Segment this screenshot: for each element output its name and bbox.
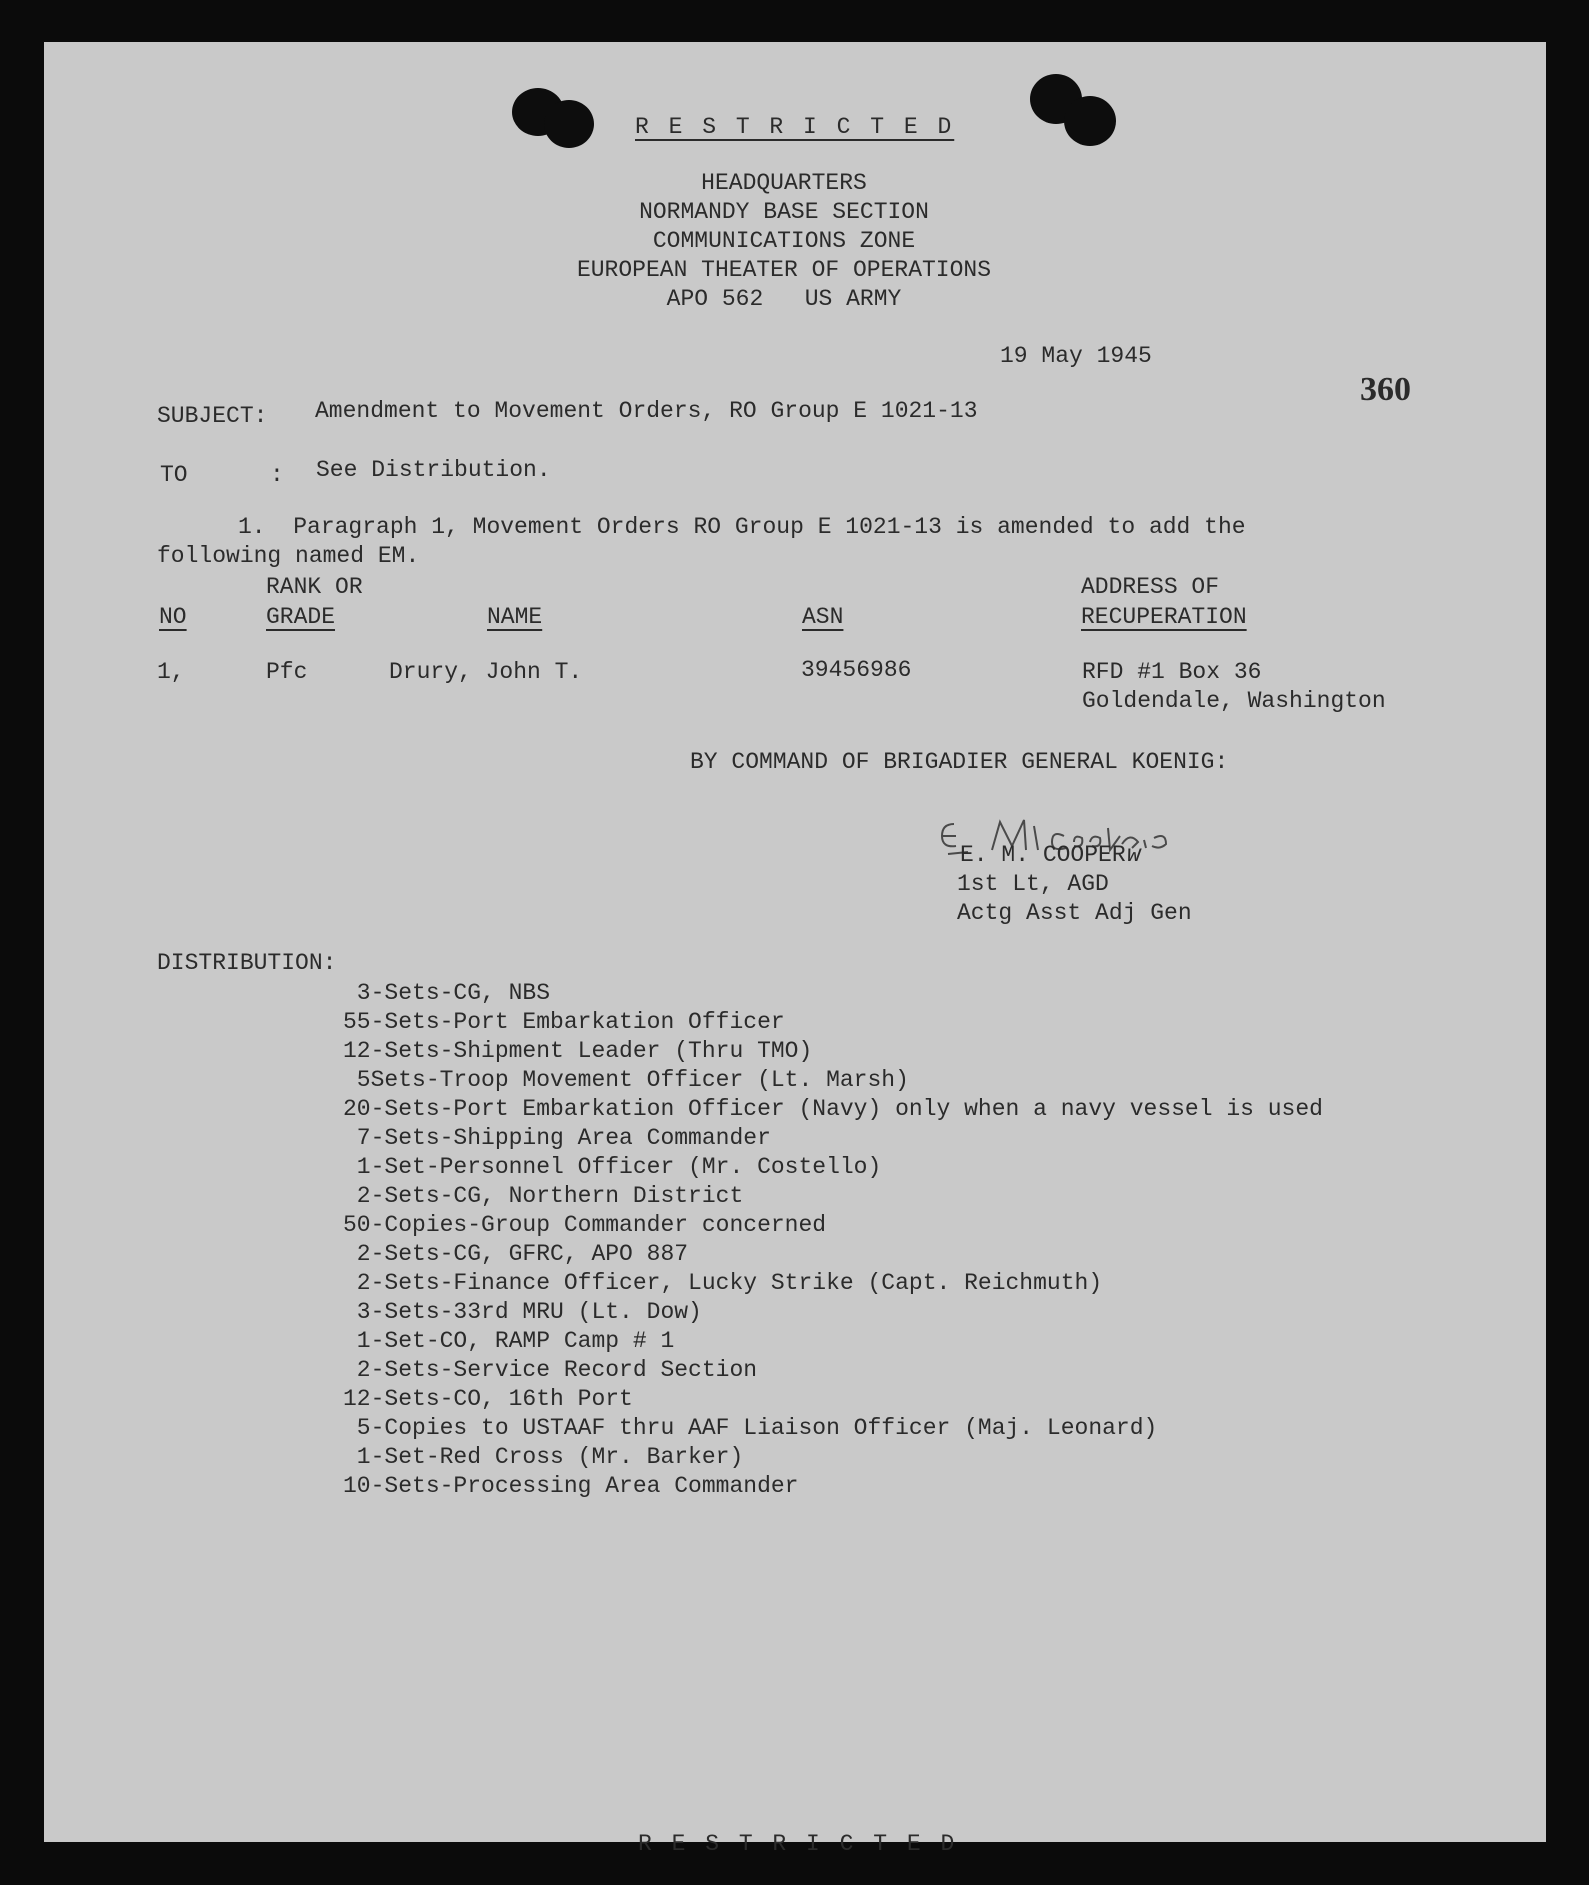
paragraph-line-2: following named EM. <box>157 543 420 569</box>
restricted-bottom: R E S T R I C T E D <box>638 1831 958 1857</box>
row-asn: 39456986 <box>801 657 912 683</box>
list-item: 5-Copies to USTAAF thru AAF Liaison Officer (Maj. Leonard) <box>343 1415 1158 1441</box>
org-heading <box>534 170 1034 312</box>
to-colon: : <box>270 462 284 488</box>
punch-hole-right-b <box>1064 96 1116 146</box>
restricted-top: R E S T R I C T E D <box>635 114 955 140</box>
list-item: 3-Sets-33rd MRU (Lt. Dow) <box>343 1299 702 1325</box>
org-line-2: NORMANDY BASE SECTION <box>639 199 929 225</box>
list-item: 2-Sets-Finance Officer, Lucky Strike (Capt. Reichmuth) <box>343 1270 1103 1296</box>
punch-hole-left-b <box>544 100 594 148</box>
list-item: 3-Sets-CG, NBS <box>343 980 551 1006</box>
row-grade: Pfc <box>266 659 308 685</box>
distribution-label: DISTRIBUTION: <box>157 950 337 976</box>
org-line-4: EUROPEAN THEATER OF OPERATIONS <box>576 257 992 283</box>
list-item: 12-Sets-CO, 16th Port <box>343 1386 633 1412</box>
list-item: 2-Sets-CG, GFRC, APO 887 <box>343 1241 689 1267</box>
row-address-line-2: Goldendale, Washington <box>1082 688 1386 714</box>
list-item: 1-Set-Red Cross (Mr. Barker) <box>343 1444 744 1470</box>
document-date: 19 May 1945 <box>1000 343 1152 369</box>
list-item: 50-Copies-Group Commander concerned <box>343 1212 827 1238</box>
list-item: 20-Sets-Port Embarkation Officer (Navy) only when a navy vessel is used <box>343 1096 1323 1122</box>
command-line: BY COMMAND OF BRIGADIER GENERAL KOENIG: <box>690 749 1229 775</box>
file-number: 360 <box>1360 371 1411 408</box>
subject-label: SUBJECT: <box>157 403 268 429</box>
header-name: NAME <box>487 604 543 630</box>
subject-text: Amendment to Movement Orders, RO Group E 1021-13 <box>315 398 978 424</box>
org-line-1: HEADQUARTERS <box>701 170 867 196</box>
org-line-3: COMMUNICATIONS ZONE <box>652 228 916 254</box>
row-address-line-1: RFD #1 Box 36 <box>1082 659 1262 685</box>
list-item: 12-Sets-Shipment Leader (Thru TMO) <box>343 1038 813 1064</box>
to-text: See Distribution. <box>316 457 551 483</box>
signer-name: E. M. COOPER <box>960 842 1126 868</box>
paragraph-line-1: 1. Paragraph 1, Movement Orders RO Group E 1021-13 is amended to add the <box>238 514 1246 540</box>
header-asn: ASN <box>802 604 844 630</box>
org-line-5: APO 562 US ARMY <box>666 286 902 312</box>
document-page <box>44 42 1546 1857</box>
list-item: 1-Set-Personnel Officer (Mr. Costello) <box>343 1154 882 1180</box>
to-label: TO <box>160 462 188 488</box>
row-name: Drury, John T. <box>389 659 583 685</box>
list-item: 5Sets-Troop Movement Officer (Lt. Marsh) <box>343 1067 909 1093</box>
signer-title: Actg Asst Adj Gen <box>957 900 1192 926</box>
list-item: 7-Sets-Shipping Area Commander <box>343 1125 771 1151</box>
header-address-top: ADDRESS OF <box>1081 574 1220 600</box>
list-item: 2-Sets-Service Record Section <box>343 1357 758 1383</box>
signer-initial: w <box>1127 842 1141 868</box>
list-item: 10-Sets-Processing Area Commander <box>343 1473 799 1499</box>
list-item: 1-Set-CO, RAMP Camp # 1 <box>343 1328 675 1354</box>
header-grade: GRADE <box>266 604 336 630</box>
header-address: RECUPERATION <box>1081 604 1247 630</box>
list-item: 2-Sets-CG, Northern District <box>343 1183 744 1209</box>
signer-rank: 1st Lt, AGD <box>957 871 1109 897</box>
row-no: 1, <box>157 659 185 685</box>
list-item: 55-Sets-Port Embarkation Officer <box>343 1009 785 1035</box>
header-no: NO <box>159 604 187 630</box>
header-rank-top: RANK OR <box>266 574 363 600</box>
